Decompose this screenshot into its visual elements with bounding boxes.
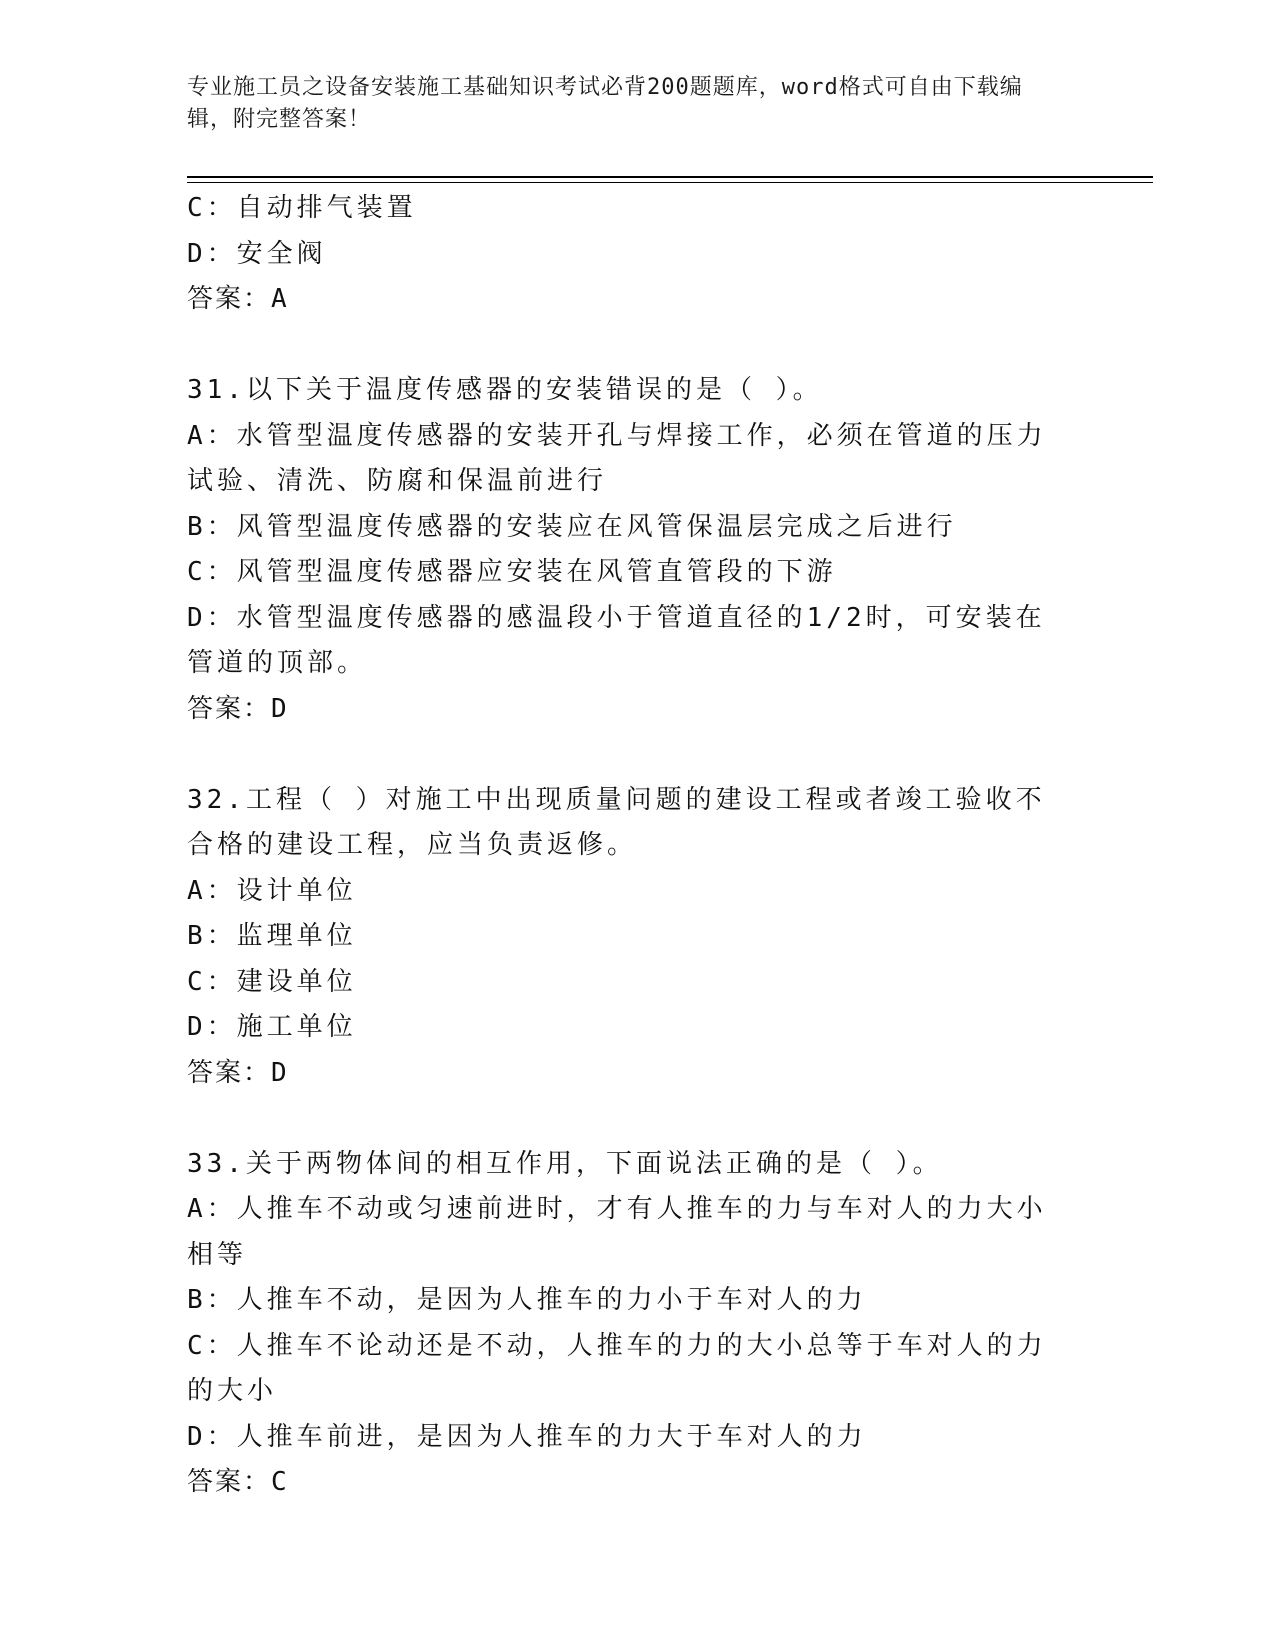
question-32 bbox=[187, 778, 1067, 1097]
question-stem: 32.工程（ ）对施工中出现质量问题的建设工程或者竣工验收不合格的建设工程，应当负责返修。 bbox=[187, 784, 1046, 860]
option-a: A：设计单位 bbox=[187, 875, 357, 906]
header-divider-thin bbox=[187, 182, 1153, 183]
question-stem: 33.关于两物体间的相互作用，下面说法正确的是（ ）。 bbox=[187, 1148, 943, 1179]
option-d: D：人推车前进，是因为人推车的力大于车对人的力 bbox=[187, 1421, 867, 1452]
option-d: D：施工单位 bbox=[187, 1012, 357, 1042]
document-body bbox=[187, 186, 1067, 1506]
option-b: B：监理单位 bbox=[187, 921, 357, 951]
question-stem: 31.以下关于温度传感器的安装错误的是（ ）。 bbox=[187, 375, 823, 405]
answer-line: 答案：C bbox=[187, 1467, 289, 1497]
spacer bbox=[187, 1096, 1067, 1142]
question-33 bbox=[187, 1142, 1067, 1506]
option-b: B：风管型温度传感器的安装应在风管保温层完成之后进行 bbox=[187, 511, 957, 542]
answer-line: 答案：A bbox=[187, 284, 289, 314]
header-divider-thick bbox=[187, 176, 1153, 178]
spacer bbox=[187, 732, 1067, 778]
option-b: B：人推车不动，是因为人推车的力小于车对人的力 bbox=[187, 1285, 867, 1315]
option-c: C：风管型温度传感器应安装在风管直管段的下游 bbox=[187, 557, 837, 587]
header-title: 专业施工员之设备安装施工基础知识考试必背200题题库，word格式可自由下载编辑，附完整答案！ bbox=[187, 75, 1023, 132]
option-c: C：人推车不论动还是不动，人推车的力的大小总等于车对人的力的大小 bbox=[187, 1330, 1047, 1406]
option-a: A：人推车不动或匀速前进时，才有人推车的力与车对人的力大小相等 bbox=[187, 1194, 1047, 1270]
option-c: C：建设单位 bbox=[187, 966, 357, 997]
question-31 bbox=[187, 368, 1067, 732]
option-a: A：水管型温度传感器的安装开孔与焊接工作，必须在管道的压力试验、清洗、防腐和保温前进行 bbox=[187, 420, 1047, 496]
option-d: D：水管型温度传感器的感温段小于管道直径的1/2时，可安装在管道的顶部。 bbox=[187, 602, 1046, 678]
option-d: D：安全阀 bbox=[187, 238, 327, 269]
answer-line: 答案：D bbox=[187, 1057, 289, 1088]
answer-line: 答案：D bbox=[187, 693, 289, 724]
document-header bbox=[187, 72, 1067, 136]
continued-question bbox=[187, 186, 1067, 323]
option-c: C：自动排气装置 bbox=[187, 193, 417, 223]
spacer bbox=[187, 323, 1067, 369]
